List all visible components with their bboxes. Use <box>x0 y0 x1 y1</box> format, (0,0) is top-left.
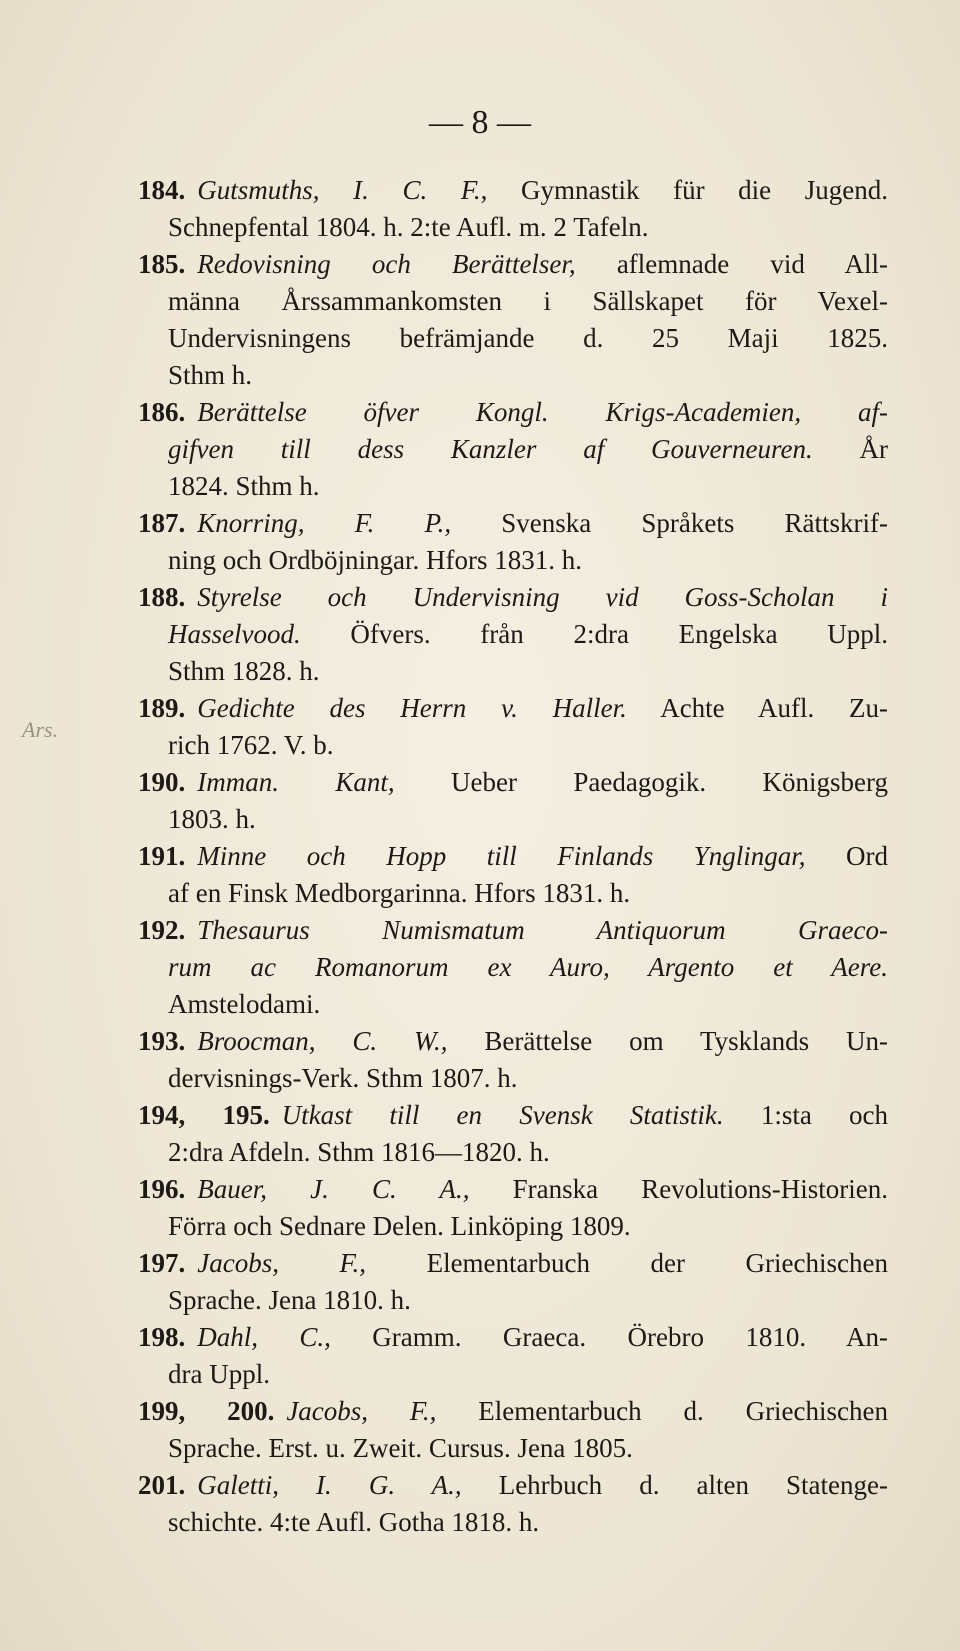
entry-details: Schnepfental 1804. h. 2:te Aufl. m. 2 Tafeln. <box>168 212 649 242</box>
entry-first-line <box>138 1245 888 1282</box>
catalog-entry <box>138 505 888 579</box>
catalog-entry <box>138 690 888 764</box>
entry-continuation-line <box>138 357 888 394</box>
entry-title: Bauer, J. C. A., <box>197 1174 470 1204</box>
entry-details: Förra och Sednare Delen. Linköping 1809. <box>168 1211 631 1241</box>
entry-title: Imman. Kant, <box>197 767 395 797</box>
margin-annotation: Ars. <box>22 717 59 742</box>
entry-details: Ord <box>805 841 888 871</box>
entry-details: 1:sta och <box>723 1100 888 1130</box>
entry-title: Thesaurus Numismatum Antiquorum Graeco- <box>197 915 888 945</box>
page-number: — 8 — <box>429 104 531 141</box>
entry-number: 184. <box>138 175 186 205</box>
entry-title: rum ac Romanorum ex Auro, Argento et Aere. <box>168 952 888 982</box>
entry-number: 185. <box>138 249 186 279</box>
entry-number: 189. <box>138 693 186 723</box>
entry-title: Berättelse öfver Kongl. Krigs-Academien, af- <box>197 397 888 427</box>
entry-details: af en Finsk Medborgarinna. Hfors 1831. h. <box>168 878 631 908</box>
entry-continuation-line <box>138 283 888 320</box>
entry-title: Galetti, I. G. A., <box>197 1470 462 1500</box>
catalog-entry <box>138 579 888 690</box>
entry-number: 196. <box>138 1174 186 1204</box>
entry-continuation-line <box>138 986 888 1023</box>
entry-details: 2:dra Afdeln. Sthm 1816—1820. h. <box>168 1137 550 1167</box>
entry-continuation-line <box>138 949 888 986</box>
entry-details: aflemnade vid All- <box>575 249 888 279</box>
entry-details: Amstelodami. <box>168 989 321 1019</box>
entry-number: 201. <box>138 1470 186 1500</box>
entry-details: Achte Aufl. Zu- <box>626 693 888 723</box>
catalog-entry <box>138 912 888 1023</box>
entry-continuation-line <box>138 1208 888 1245</box>
entry-continuation-line <box>138 1356 888 1393</box>
entry-details: dra Uppl. <box>168 1359 270 1389</box>
entry-details: dervisnings-Verk. Sthm 1807. h. <box>168 1063 518 1093</box>
entry-first-line <box>138 1467 888 1504</box>
catalog-entry <box>138 838 888 912</box>
entry-first-line <box>138 246 888 283</box>
entry-continuation-line <box>138 468 888 505</box>
entry-continuation-line <box>138 209 888 246</box>
entry-number: 190. <box>138 767 186 797</box>
entry-number: 198. <box>138 1322 186 1352</box>
entry-first-line <box>138 1319 888 1356</box>
entry-details: Sprache. Erst. u. Zweit. Cursus. Jena 1805. <box>168 1433 633 1463</box>
entry-continuation-line <box>138 542 888 579</box>
entry-number: 192. <box>138 915 186 945</box>
entry-title: gifven till dess Kanzler af Gouverneuren. <box>168 434 813 464</box>
entry-first-line <box>138 912 888 949</box>
entry-details: Berättelse om Tysklands Un- <box>447 1026 888 1056</box>
entry-first-line <box>138 1097 888 1134</box>
entry-continuation-line <box>138 875 888 912</box>
catalog-entry <box>138 1171 888 1245</box>
catalog-entry <box>138 1393 888 1467</box>
entry-details: Svenska Språkets Rättskrif- <box>451 508 888 538</box>
entry-details: männa Årssammankomsten i Sällskapet för Vexel- <box>168 286 888 316</box>
catalog-entry <box>138 1319 888 1393</box>
entry-continuation-line <box>138 1134 888 1171</box>
catalog-entry <box>138 1097 888 1171</box>
entry-title: Redovisning och Berättelser, <box>197 249 576 279</box>
catalog-entry <box>138 1245 888 1319</box>
entry-first-line <box>138 579 888 616</box>
entry-number: 187. <box>138 508 186 538</box>
entry-title: Jacobs, F., <box>286 1396 437 1426</box>
entry-details: Lehrbuch d. alten Statenge- <box>461 1470 888 1500</box>
entry-title: Utkast till en Svensk Statistik. <box>281 1100 724 1130</box>
entry-first-line <box>138 764 888 801</box>
entry-number: 197. <box>138 1248 186 1278</box>
entry-details: Elementarbuch der Griechischen <box>366 1248 888 1278</box>
entry-number: 191. <box>138 841 186 871</box>
entry-number: 193. <box>138 1026 186 1056</box>
entry-details: År <box>812 434 888 464</box>
entry-first-line <box>138 1171 888 1208</box>
entry-title: Dahl, C., <box>197 1322 331 1352</box>
entry-first-line <box>138 505 888 542</box>
entry-first-line <box>138 838 888 875</box>
entry-details: Öfvers. från 2:dra Engelska Uppl. <box>300 619 888 649</box>
entry-details: Gymnastik für die Jugend. <box>487 175 888 205</box>
entry-details: rich 1762. V. b. <box>168 730 334 760</box>
entry-title: Hasselvood. <box>168 619 301 649</box>
entry-details: Sprache. Jena 1810. h. <box>168 1285 411 1315</box>
entry-details: Gramm. Graeca. Örebro 1810. An- <box>330 1322 888 1352</box>
entry-title: Broocman, C. W., <box>197 1026 448 1056</box>
entry-number: 188. <box>138 582 186 612</box>
entry-continuation-line <box>138 320 888 357</box>
entry-continuation-line <box>138 1060 888 1097</box>
entry-title: Gedichte des Herrn v. Haller. <box>197 693 627 723</box>
entry-continuation-line <box>138 653 888 690</box>
catalog-entry <box>138 1467 888 1541</box>
entry-continuation-line <box>138 727 888 764</box>
entry-continuation-line <box>138 1282 888 1319</box>
catalog-entry <box>138 172 888 246</box>
entry-continuation-line <box>138 431 888 468</box>
entry-title: Minne och Hopp till Finlands Ynglingar, <box>197 841 806 871</box>
entry-title: Gutsmuths, I. C. F., <box>197 175 488 205</box>
entry-continuation-line <box>138 1430 888 1467</box>
entry-details: schichte. 4:te Aufl. Gotha 1818. h. <box>168 1507 540 1537</box>
catalog-entry <box>138 1023 888 1097</box>
entry-number: 199, 200. <box>138 1396 275 1426</box>
entry-details: Undervisningens befrämjande d. 25 Maji 1825. <box>168 323 888 353</box>
entry-first-line <box>138 1393 888 1430</box>
entry-details: 1824. Sthm h. <box>168 471 320 501</box>
catalog-entry <box>138 246 888 394</box>
entry-continuation-line <box>138 616 888 653</box>
entry-details: Ueber Paedagogik. Königsberg <box>394 767 888 797</box>
catalog-entry-list <box>138 172 888 1541</box>
entry-continuation-line <box>138 801 888 838</box>
entry-first-line <box>138 172 888 209</box>
entry-first-line <box>138 394 888 431</box>
entry-details: Elementarbuch d. Griechischen <box>436 1396 888 1426</box>
entry-first-line <box>138 1023 888 1060</box>
catalog-entry <box>138 394 888 505</box>
catalog-entry <box>138 764 888 838</box>
entry-number: 194, 195. <box>138 1100 270 1130</box>
entry-title: Jacobs, F., <box>197 1248 367 1278</box>
entry-title: Knorring, F. P., <box>197 508 452 538</box>
entry-number: 186. <box>138 397 186 427</box>
entry-details: Sthm 1828. h. <box>168 656 320 686</box>
entry-details: Franska Revolutions-Historien. <box>469 1174 888 1204</box>
entry-details: ning och Ordböjningar. Hfors 1831. h. <box>168 545 582 575</box>
entry-title: Styrelse och Undervisning vid Goss-Scholan i <box>197 582 888 612</box>
entry-continuation-line <box>138 1504 888 1541</box>
entry-details: 1803. h. <box>168 804 256 834</box>
entry-first-line <box>138 690 888 727</box>
entry-details: Sthm h. <box>168 360 253 390</box>
